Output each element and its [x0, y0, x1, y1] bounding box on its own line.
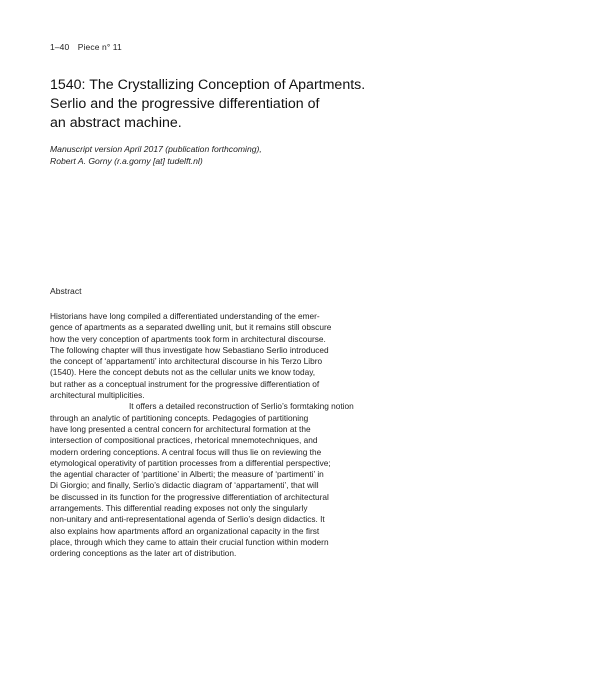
- text-line: The following chapter will thus investigate how Sebastiano Serlio introduced: [50, 344, 329, 355]
- abstract-body: [50, 311, 380, 560]
- text-line: modern ordering conceptions. A central focus will thus lie on reviewing the: [50, 446, 322, 457]
- abstract-paragraph-2: [50, 401, 380, 559]
- author-contact: Robert A. Gorny (r.a.gorny [at] tudelft.nl): [50, 156, 203, 166]
- text-line: intersection of compositional practices, rhetorical mnemotechniques, and: [50, 435, 318, 446]
- text-line: Di Giorgio; and finally, Serlio’s didactic diagram of ‘appartamenti’, that will: [50, 480, 319, 491]
- manuscript-note: Manuscript version April 2017 (publication forthcoming),: [50, 144, 262, 154]
- text-line: the concept of ‘appartamenti’ into architectural discourse in his Terzo Libro: [50, 356, 323, 367]
- title-line: Serlio and the progressive differentiation of: [50, 96, 320, 112]
- text-line: Historians have long compiled a differentiated understanding of the emer-: [50, 311, 320, 321]
- title-line: 1540: The Crystallizing Conception of Apartments.: [50, 77, 366, 93]
- paper-title: [50, 76, 570, 133]
- text-line: be discussed in its function for the progressive differentiation of architectural: [50, 491, 329, 502]
- abstract-paragraph-1: [50, 311, 380, 401]
- abstract-heading: Abstract: [50, 286, 82, 296]
- piece-number: Piece n° 11: [77, 42, 122, 52]
- text-line: ordering conceptions as the later art of distribution.: [50, 548, 237, 559]
- text-line: place, through which they came to attain their crucial function within modern: [50, 536, 329, 547]
- text-line: how the very conception of apartments took form in architectural discourse.: [50, 333, 326, 344]
- text-line: It offers a detailed reconstruction of Serlio’s formtaking notion: [129, 401, 354, 412]
- text-line: have long presented a central concern for architectural formation at the: [50, 423, 311, 434]
- running-header: [50, 42, 122, 52]
- text-line: gence of apartments as a separated dwelling unit, but it remains still obscure: [50, 322, 332, 333]
- title-line: an abstract machine.: [50, 115, 182, 131]
- text-line: also explains how apartments afford an organizational capacity in the first: [50, 525, 320, 536]
- text-line: (1540). Here the concept debuts not as the cellular units we know today,: [50, 367, 316, 378]
- text-line: non-unitary and anti-representational agenda of Serlio’s design didactics. It: [50, 514, 325, 525]
- text-line: etymological operativity of partition processes from a differential perspective;: [50, 457, 331, 468]
- text-line: through an analytic of partitioning concepts. Pedagogies of partitioning: [50, 412, 309, 423]
- text-line: architectural multiplicities.: [50, 390, 145, 401]
- text-line: but rather as a conceptual instrument for the progressive differentiation of: [50, 378, 320, 389]
- text-line: the agential character of ‘partitione’ in Alberti; the measure of ‘partimenti’ in: [50, 469, 324, 480]
- byline: [50, 143, 262, 167]
- text-line: arrangements. This differential reading exposes not only the singularly: [50, 503, 308, 514]
- page-range: 1–40: [50, 42, 70, 52]
